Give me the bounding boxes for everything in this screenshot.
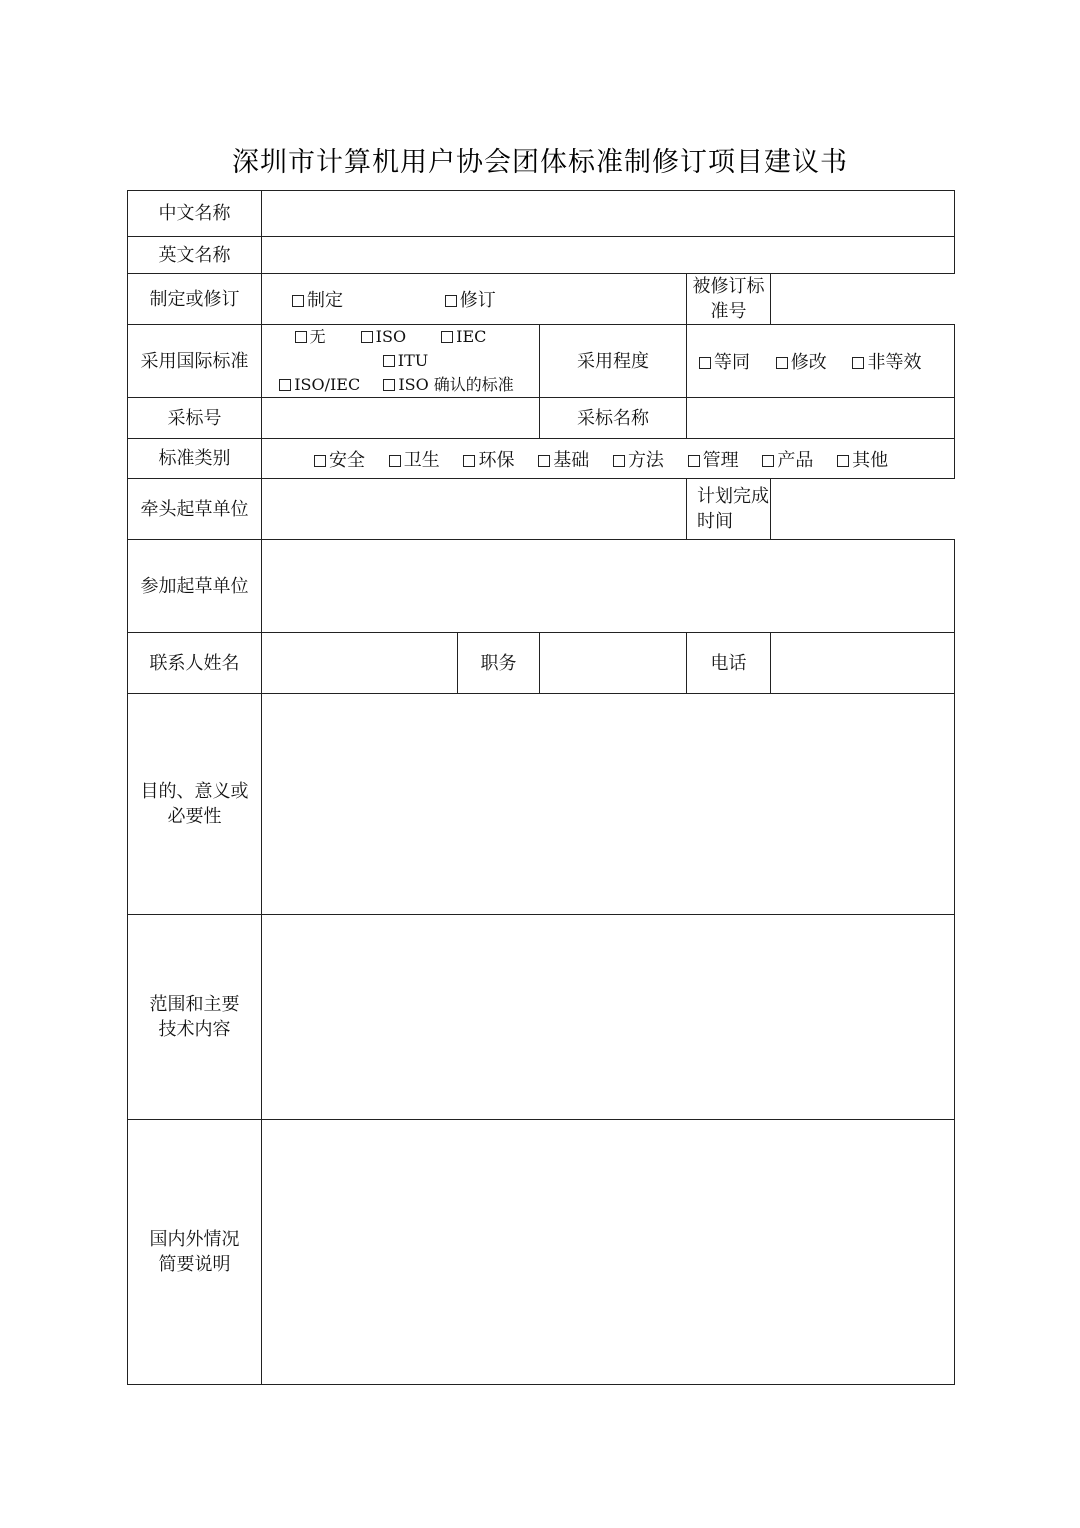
label-adopted-std-no: 采标号 <box>128 398 262 439</box>
option-product[interactable]: 产品 <box>762 450 813 471</box>
checkbox-icon[interactable] <box>445 295 457 307</box>
row-adopted-std <box>128 398 955 439</box>
row-category <box>128 439 955 479</box>
label-joint-units: 参加起草单位 <box>128 540 262 633</box>
input-english-name[interactable] <box>262 237 955 274</box>
checkbox-icon[interactable] <box>389 455 401 467</box>
input-lead-unit[interactable] <box>262 479 687 540</box>
option-hygiene[interactable]: 卫生 <box>389 450 440 471</box>
input-adopted-std-no[interactable] <box>262 398 540 439</box>
intl-standard-options <box>262 325 540 398</box>
page-title: 深圳市计算机用户协会团体标准制修订项目建议书 <box>232 147 848 178</box>
row-english-name <box>128 237 955 274</box>
input-joint-units[interactable] <box>262 540 955 633</box>
checkbox-icon[interactable] <box>314 455 326 467</box>
label-chinese-name: 中文名称 <box>128 191 262 237</box>
option-basic[interactable]: 基础 <box>538 450 589 471</box>
checkbox-icon[interactable] <box>613 455 625 467</box>
label-contact-name: 联系人姓名 <box>128 633 262 694</box>
option-environment[interactable]: 环保 <box>463 450 514 471</box>
option-safety[interactable]: 安全 <box>314 450 365 471</box>
label-lead-unit: 牵头起草单位 <box>128 479 262 540</box>
option-establish[interactable]: 制定 <box>292 290 343 311</box>
label-adoption-degree: 采用程度 <box>540 325 687 398</box>
input-purpose[interactable] <box>262 694 955 915</box>
option-itu[interactable]: ITU <box>383 351 428 370</box>
checkbox-icon[interactable] <box>361 331 373 343</box>
option-identical[interactable]: 等同 <box>699 352 750 373</box>
input-scope[interactable] <box>262 915 955 1120</box>
option-none[interactable]: 无 <box>295 327 326 346</box>
label-planned-time: 计划完成时间 <box>687 479 771 540</box>
option-non-equivalent[interactable]: 非等效 <box>852 352 921 373</box>
checkbox-icon[interactable] <box>699 357 711 369</box>
checkbox-icon[interactable] <box>279 379 291 391</box>
checkbox-icon[interactable] <box>852 357 864 369</box>
label-phone: 电话 <box>687 633 771 694</box>
option-management[interactable]: 管理 <box>688 450 739 471</box>
checkbox-icon[interactable] <box>383 355 395 367</box>
option-iec[interactable]: IEC <box>441 327 486 346</box>
label-intl-standard: 采用国际标准 <box>128 325 262 398</box>
checkbox-icon[interactable] <box>463 455 475 467</box>
input-contact-name[interactable] <box>262 633 458 694</box>
label-revised-std-no: 被修订标准号 <box>687 274 771 325</box>
option-method[interactable]: 方法 <box>613 450 664 471</box>
label-adopted-std-name: 采标名称 <box>540 398 687 439</box>
label-scope: 范围和主要 技术内容 <box>128 915 262 1120</box>
option-iso-confirmed[interactable]: ISO 确认的标准 <box>383 375 514 394</box>
label-english-name: 英文名称 <box>128 237 262 274</box>
category-options <box>262 439 955 479</box>
checkbox-icon[interactable] <box>538 455 550 467</box>
checkbox-icon[interactable] <box>688 455 700 467</box>
label-purpose: 目的、意义或 必要性 <box>128 694 262 915</box>
option-revise[interactable]: 修订 <box>445 290 496 311</box>
proposal-form-table <box>127 190 955 1385</box>
row-situation <box>128 1120 955 1385</box>
option-iso-iec[interactable]: ISO/IEC <box>279 375 360 394</box>
input-situation[interactable] <box>262 1120 955 1385</box>
type-options <box>262 274 687 325</box>
adoption-options <box>687 325 955 398</box>
input-position[interactable] <box>540 633 687 694</box>
option-other[interactable]: 其他 <box>837 450 888 471</box>
row-purpose <box>128 694 955 915</box>
row-type <box>128 274 955 325</box>
label-position: 职务 <box>458 633 540 694</box>
row-contact <box>128 633 955 694</box>
checkbox-icon[interactable] <box>776 357 788 369</box>
row-lead-unit <box>128 479 955 540</box>
input-chinese-name[interactable] <box>262 191 955 237</box>
input-adopted-std-name[interactable] <box>687 398 955 439</box>
row-intl-standard <box>128 325 955 398</box>
row-joint-units <box>128 540 955 633</box>
checkbox-icon[interactable] <box>295 331 307 343</box>
checkbox-icon[interactable] <box>292 295 304 307</box>
checkbox-icon[interactable] <box>837 455 849 467</box>
label-category: 标准类别 <box>128 439 262 479</box>
option-modified[interactable]: 修改 <box>776 352 827 373</box>
checkbox-icon[interactable] <box>383 379 395 391</box>
checkbox-icon[interactable] <box>441 331 453 343</box>
label-situation: 国内外情况 简要说明 <box>128 1120 262 1385</box>
option-iso[interactable]: ISO <box>361 327 406 346</box>
checkbox-icon[interactable] <box>762 455 774 467</box>
row-scope <box>128 915 955 1120</box>
label-type: 制定或修订 <box>128 274 262 325</box>
row-chinese-name <box>128 191 955 237</box>
input-phone[interactable] <box>771 633 955 694</box>
